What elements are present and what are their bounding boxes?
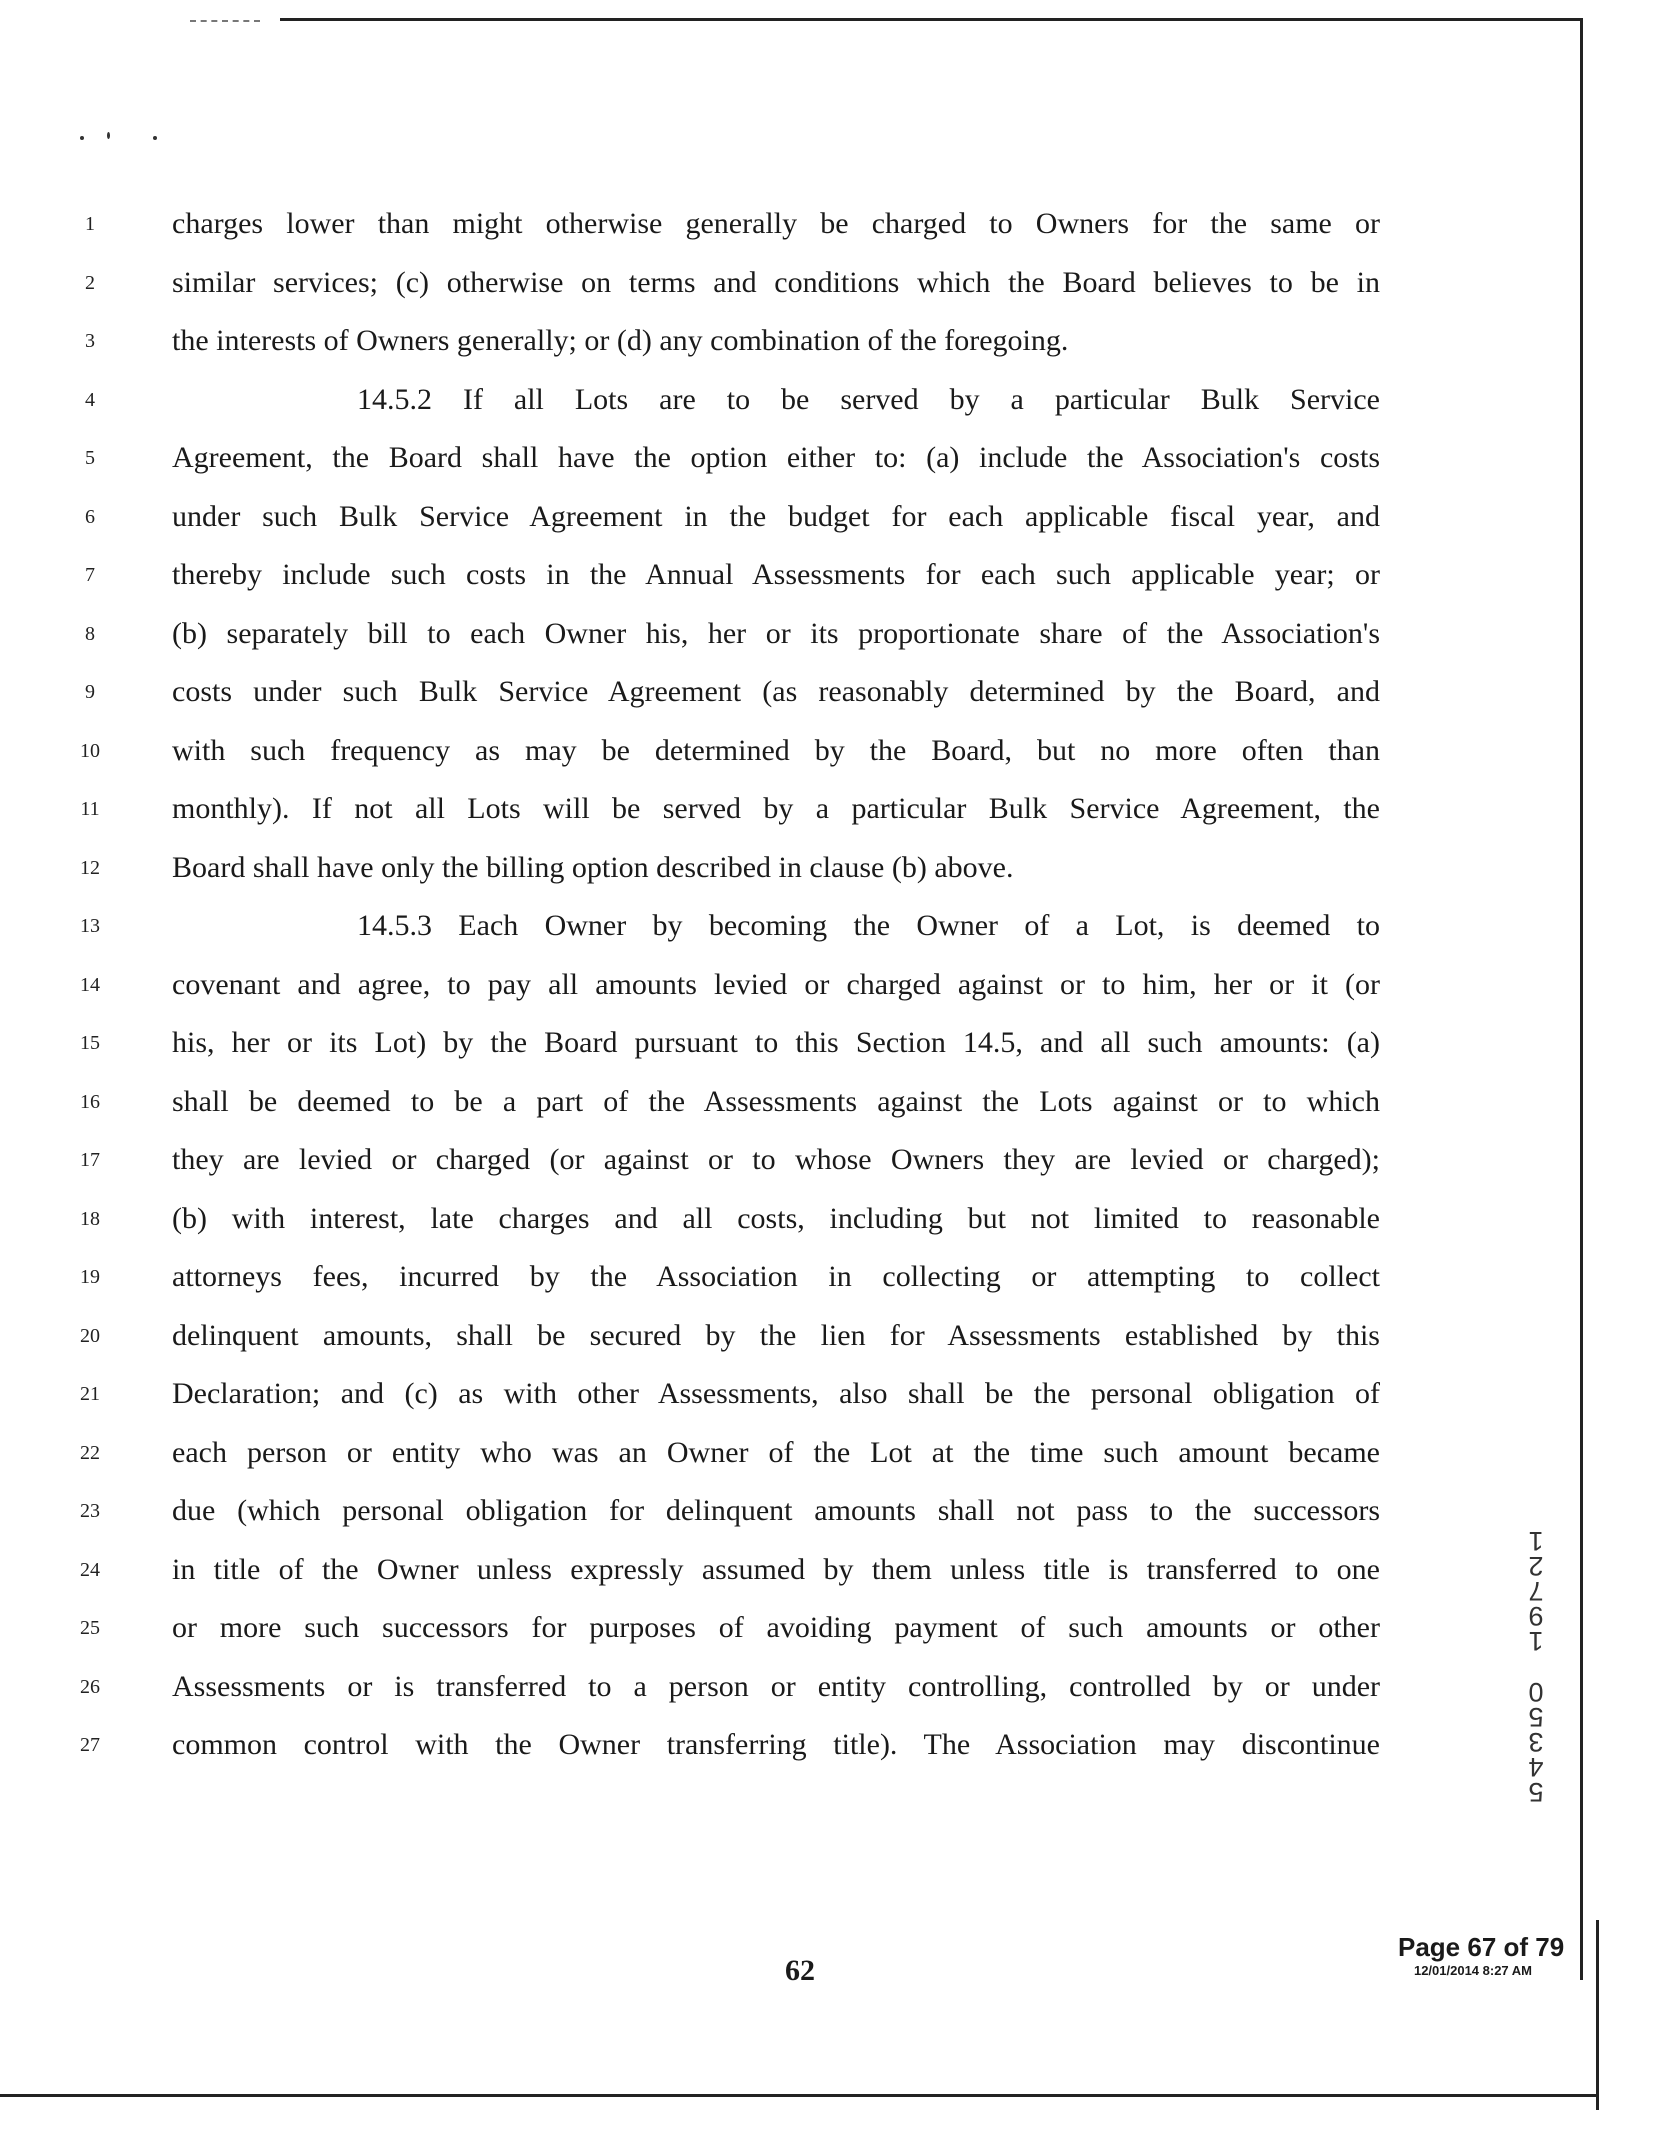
scan-speck	[153, 136, 157, 140]
line-number: 23	[80, 1500, 100, 1522]
line-number: 5	[85, 447, 95, 469]
line-number: 4	[85, 389, 95, 411]
text-line: monthly). If not all Lots will be served by a particular Bulk Service Agreement, the	[172, 792, 1380, 825]
text-line: due (which personal obligation for delinquent amounts shall not pass to the successors	[172, 1494, 1380, 1527]
line-number: 7	[85, 564, 95, 586]
stamp-digit: 2	[1528, 1551, 1544, 1581]
line-number: 1	[85, 213, 95, 235]
text-line: similar services; (c) otherwise on terms and conditions which the Board believes to be in	[172, 266, 1380, 299]
text-line: they are levied or charged (or against or to whose Owners they are levied or charged);	[172, 1143, 1380, 1176]
stamp-digit: 0	[1528, 1677, 1544, 1707]
scan-edge-bottom	[0, 2094, 1598, 2097]
text-line: attorneys fees, incurred by the Association in collecting or attempting to collect	[172, 1260, 1380, 1293]
stamp-digit: 1	[1528, 1526, 1544, 1556]
text-line: 14.5.2 If all Lots are to be served by a particular Bulk Service	[357, 383, 1380, 416]
line-number: 6	[85, 506, 95, 528]
stamp-gap	[1516, 1653, 1556, 1679]
page-number: 62	[785, 1954, 815, 1987]
line-number: 10	[80, 740, 100, 762]
stamp-digit: 4	[1528, 1752, 1544, 1782]
scan-speck	[107, 132, 110, 139]
text-line: covenant and agree, to pay all amounts levied or charged against or to him, her or it (or	[172, 968, 1380, 1001]
stamp-digit: 7	[1528, 1576, 1544, 1606]
line-number: 12	[80, 857, 100, 879]
line-number: 8	[85, 623, 95, 645]
stamp-digit: 1	[1528, 1626, 1544, 1656]
text-line: Declaration; and (c) as with other Assessments, also shall be the personal obligation of	[172, 1377, 1380, 1410]
line-number: 22	[80, 1442, 100, 1464]
scan-edge-right	[1580, 18, 1583, 1980]
line-number: 19	[80, 1266, 100, 1288]
line-number: 20	[80, 1325, 100, 1347]
text-line: his, her or its Lot) by the Board pursuant to this Section 14.5, and all such amounts: (a)	[172, 1026, 1380, 1059]
line-number: 24	[80, 1559, 100, 1581]
text-line: with such frequency as may be determined by the Board, but no more often than	[172, 734, 1380, 767]
line-number: 16	[80, 1091, 100, 1113]
text-line: charges lower than might otherwise generally be charged to Owners for the same or	[172, 207, 1380, 240]
text-line: costs under such Bulk Service Agreement (as reasonably determined by the Board, and	[172, 675, 1380, 708]
scan-edge-right-lower	[1596, 1920, 1599, 2110]
text-line: Board shall have only the billing option described in clause (b) above.	[172, 851, 1014, 884]
text-line: (b) separately bill to each Owner his, her or its proportionate share of the Association's	[172, 617, 1380, 650]
text-line: 14.5.3 Each Owner by becoming the Owner of a Lot, is deemed to	[357, 909, 1380, 942]
stamp-digit: 5	[1528, 1702, 1544, 1732]
scan-edge-dash	[190, 20, 260, 22]
stamp-digit: 9	[1528, 1601, 1544, 1631]
line-number: 3	[85, 330, 95, 352]
line-number: 15	[80, 1032, 100, 1054]
line-number: 13	[80, 915, 100, 937]
text-line: (b) with interest, late charges and all costs, including but not limited to reasonable	[172, 1202, 1380, 1235]
line-number: 17	[80, 1149, 100, 1171]
recorder-page-count: Page 67 of 79	[1398, 1932, 1565, 1962]
line-number: 2	[85, 272, 95, 294]
text-line: Agreement, the Board shall have the option either to: (a) include the Association's costs	[172, 441, 1380, 474]
line-number: 14	[80, 974, 100, 996]
scan-edge-top	[280, 18, 1580, 21]
text-line: in title of the Owner unless expressly assumed by them unless title is transferred to one	[172, 1553, 1380, 1586]
line-number: 11	[80, 798, 100, 820]
line-number: 9	[85, 681, 95, 703]
text-line: the interests of Owners generally; or (d) any combination of the foregoing.	[172, 324, 1069, 357]
line-number: 26	[80, 1676, 100, 1698]
text-line: delinquent amounts, shall be secured by the lien for Assessments established by this	[172, 1319, 1380, 1352]
stamp-digit: 5	[1528, 1777, 1544, 1807]
text-line: or more such successors for purposes of avoiding payment of such amounts or other	[172, 1611, 1380, 1644]
text-line: Assessments or is transferred to a person or entity controlling, controlled by or under	[172, 1670, 1380, 1703]
text-line: each person or entity who was an Owner of the Lot at the time such amount became	[172, 1436, 1380, 1469]
stamp-digit: 3	[1528, 1727, 1544, 1757]
line-number: 18	[80, 1208, 100, 1230]
line-number: 21	[80, 1383, 100, 1405]
text-line: shall be deemed to be a part of the Assessments against the Lots against or to which	[172, 1085, 1380, 1118]
scan-speck	[80, 136, 84, 140]
recorder-timestamp: 12/01/2014 8:27 AM	[1413, 1963, 1533, 1978]
text-line: thereby include such costs in the Annual Assessments for each such applicable year; or	[172, 558, 1380, 591]
recording-stamp	[1516, 1526, 1556, 1807]
text-line: under such Bulk Service Agreement in the budget for each applicable fiscal year, and	[172, 500, 1380, 533]
line-number: 27	[80, 1734, 100, 1756]
line-number: 25	[80, 1617, 100, 1639]
text-line: common control with the Owner transferring title). The Association may discontinue	[172, 1728, 1380, 1761]
